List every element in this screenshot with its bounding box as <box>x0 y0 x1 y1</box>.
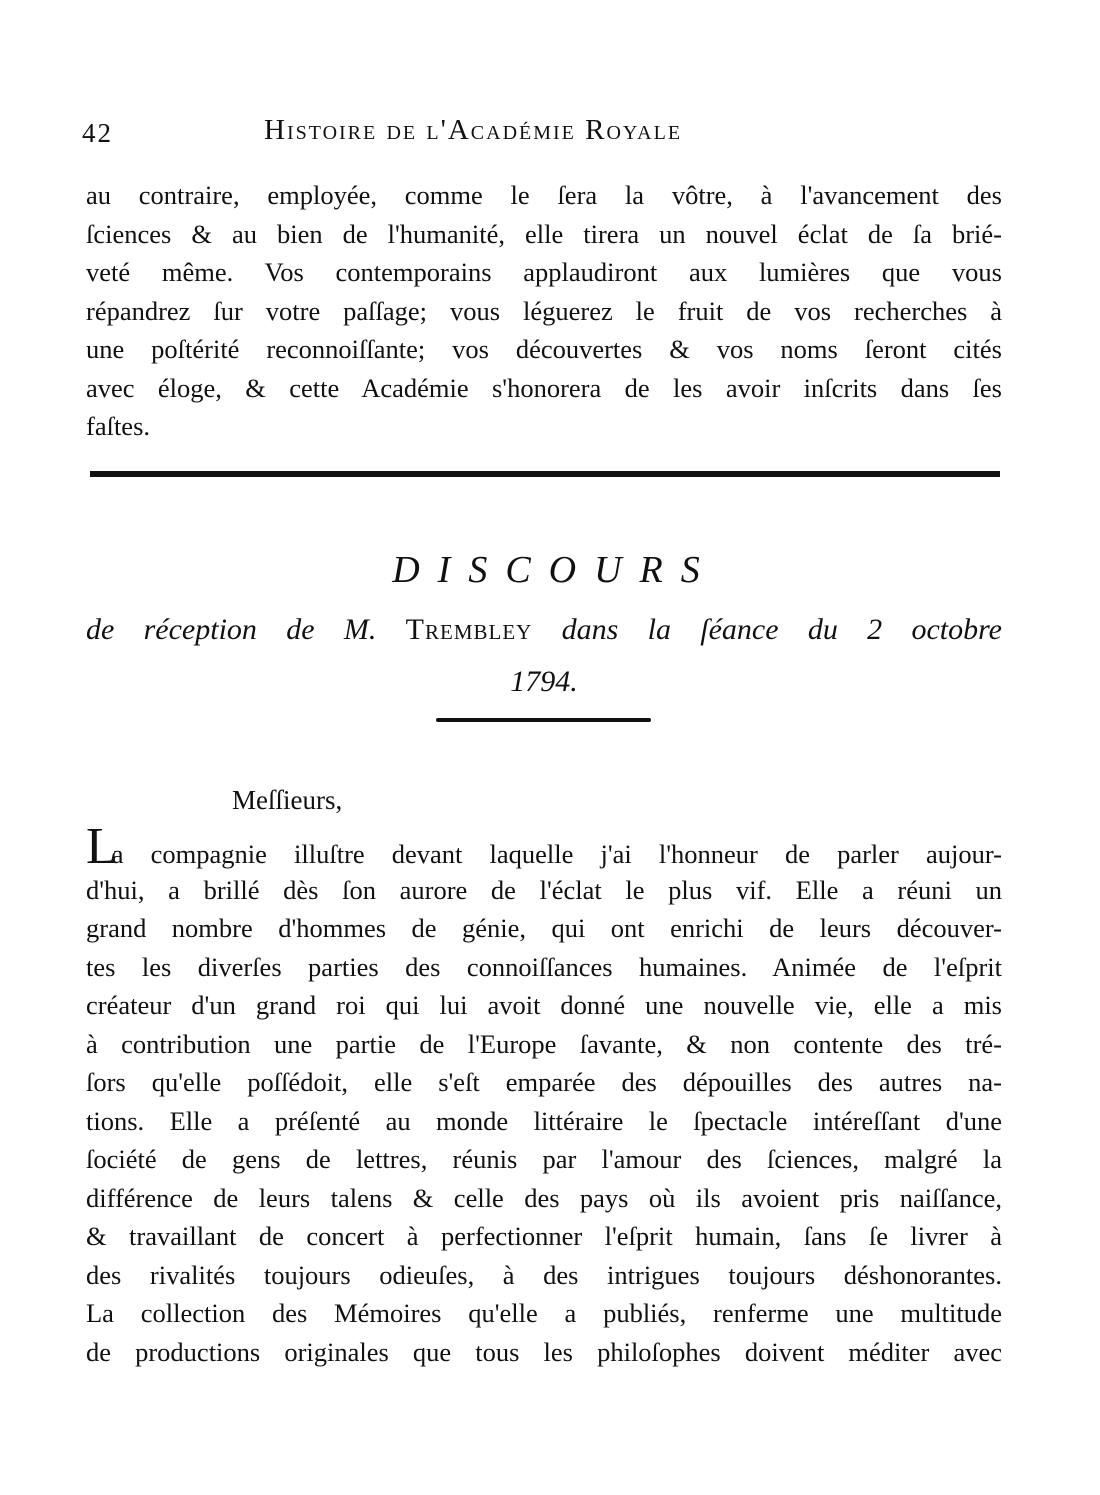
text-line: faſtes. <box>86 411 151 441</box>
text-line: ſciences & au bien de l'humanité, elle tirera un nouvel éclat de ſa brié- <box>86 218 1002 249</box>
text-line: ſors qu'elle poſſédoit, elle s'eſt emparée des dépouilles des autres na- <box>86 1067 1002 1097</box>
page-number: 42 <box>82 118 113 148</box>
text-line: tes les diverſes parties des connoiſſances humaines. Animée de l'eſprit <box>86 951 1002 982</box>
text-line: différence de leurs talens & celle des pays où ils avoient pris naiſſance, <box>86 1182 1002 1213</box>
first-line-text: a compagnie illuſtre devant laquelle j'ai l'honneur de parler aujour- <box>111 839 1002 869</box>
text-line: répandrez ſur votre paſſage; vous léguerez le fruit de vos recherches à <box>86 295 1002 326</box>
text-line: ſociété de gens de lettres, réunis par l'amour des ſciences, malgré la <box>86 1144 1002 1174</box>
discourse-body-text <box>86 818 1002 1371</box>
text-line: veté même. Vos contemporains applaudiront aux lumières que vous <box>86 257 1002 287</box>
title-underline-rule <box>436 718 651 722</box>
author-name: Trembley <box>405 613 533 646</box>
text-line: créateur d'un grand roi qui lui avoit donné une nouvelle vie, elle a mis <box>86 990 1002 1020</box>
section-subtitle <box>86 604 1002 708</box>
text-line: grand nombre d'hommes de génie, qui ont enrichi de leurs découver- <box>86 913 1002 943</box>
text-line: d'hui, a brillé dès ſon aurore de l'éclat le plus vif. Elle a réuni un <box>86 874 1002 905</box>
drop-cap: L <box>86 818 118 875</box>
text-line: avec éloge, & cette Académie s'honorera de les avoir inſcrits dans ſes <box>86 372 1002 403</box>
salutation: Meſſieurs, <box>232 785 343 815</box>
section-divider-rule <box>90 471 1000 477</box>
text-line: de productions originales que tous les philoſophes doivent méditer avec <box>86 1336 1002 1367</box>
text-line: au contraire, employée, comme le ſera la vôtre, à l'avancement des <box>86 180 1002 210</box>
text-line: & travaillant de concert à perfectionner l'eſprit humain, ſans ſe livrer à <box>86 1221 1002 1251</box>
text-line: tions. Elle a préſenté au monde littéraire le ſpectacle intéreſſant d'une <box>86 1105 1002 1136</box>
text-line: à contribution une partie de l'Europe ſavante, & non contente des tré- <box>86 1028 1002 1059</box>
text-line-first <box>86 818 1002 875</box>
previous-section-text <box>86 176 1002 446</box>
subtitle-line <box>86 604 1002 656</box>
subtitle-prefix: de réception de M. <box>86 613 377 646</box>
running-header <box>82 114 882 154</box>
section-title: DISCOURS <box>392 549 718 591</box>
text-line: La collection des Mémoires qu'elle a publiés, renferme une multitude <box>86 1298 1002 1328</box>
subtitle-year: 1794. <box>510 665 578 698</box>
text-line: des rivalités toujours odieuſes, à des intrigues toujours déshonorantes. <box>86 1259 1002 1290</box>
text-line: une poſtérité reconnoiſſante; vos découvertes & vos noms ſeront cités <box>86 334 1002 364</box>
subtitle-suffix: dans la ſéance du 2 octobre <box>561 613 1002 646</box>
running-title: Histoire de l'Académie Royale <box>264 114 683 146</box>
